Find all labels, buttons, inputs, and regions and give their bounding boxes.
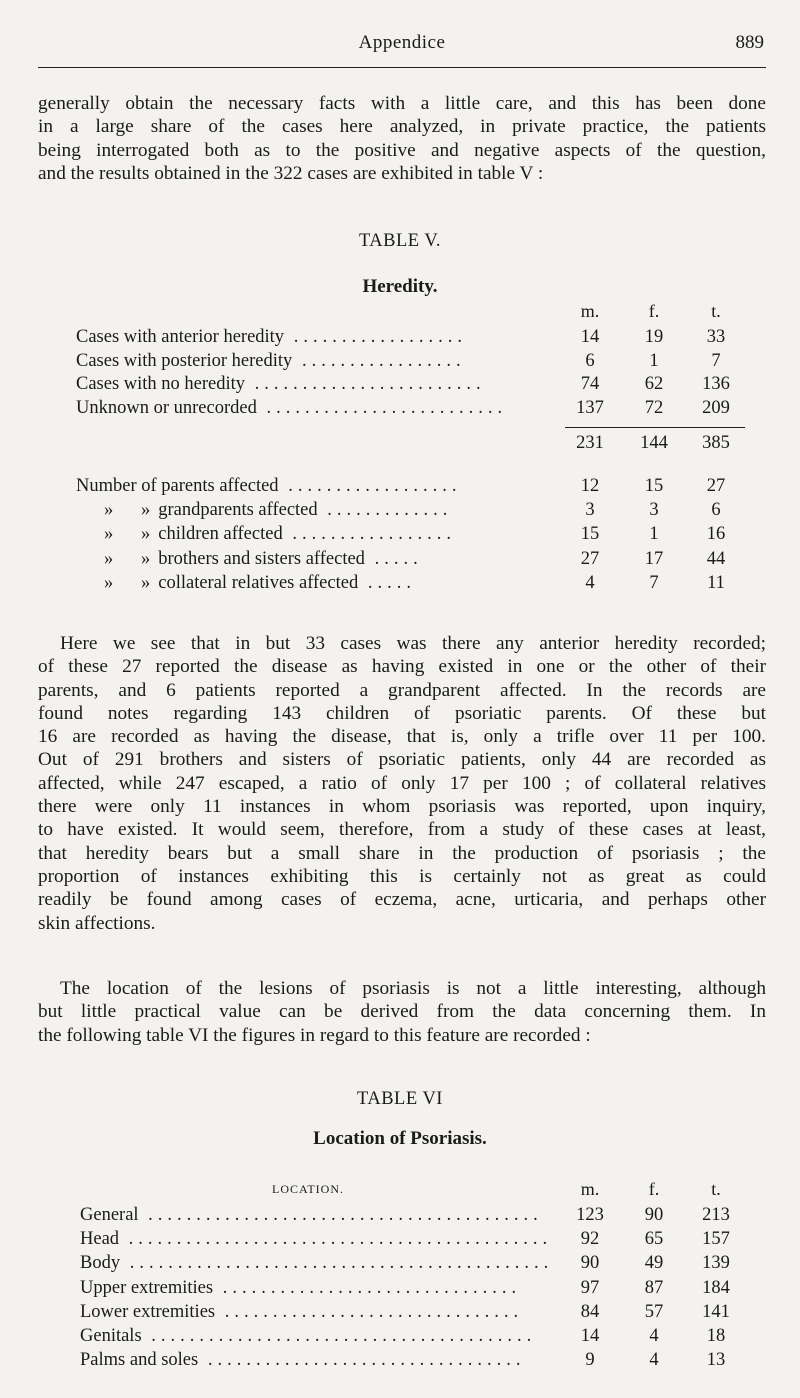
value-f: 7 — [649, 572, 659, 593]
text-line: generally obtain the necessary facts with a little care, and this has been done — [38, 93, 766, 114]
value-t: 11 — [707, 572, 725, 593]
body-paragraph-heredity — [38, 632, 766, 935]
table5-caption: TABLE V. — [358, 231, 441, 251]
leader-dots: ......................... — [256, 398, 508, 419]
row-label — [80, 1326, 560, 1347]
value-f: 90 — [644, 1205, 664, 1225]
value-t: 136 — [702, 374, 730, 395]
row-label — [80, 1278, 560, 1299]
value-t: 44 — [706, 548, 726, 569]
ditto-marks: » » — [104, 500, 151, 521]
value-m: 97 — [580, 1277, 600, 1298]
value-m: 27 — [580, 548, 600, 569]
leader-dots: ......................................... — [138, 1205, 543, 1225]
label-text: Cases with anterior heredity — [76, 327, 285, 347]
value-f: 72 — [644, 398, 664, 419]
value-f: 15 — [644, 476, 664, 496]
text-line: there were only 11 instances in whom psoriasis was reported, upon inquiry, — [38, 796, 766, 818]
value-f: 87 — [644, 1277, 664, 1298]
text-line: readily be found among cases of eczema, acne, urticaria, and perhaps other — [38, 889, 766, 911]
leader-dots: .................. — [278, 476, 462, 496]
leader-dots: ................. — [292, 350, 466, 371]
value-f: 1 — [649, 350, 659, 371]
value-f: 62 — [644, 374, 664, 395]
label-text: Cases with posterior heredity — [76, 350, 293, 371]
text-line: being interrogated both as to the positive and negative aspects of the question, — [38, 139, 766, 161]
value-m: 3 — [585, 500, 595, 521]
table5-subtitle: Heredity. — [362, 276, 438, 297]
label-text: Head — [80, 1229, 120, 1250]
text-line: of these 27 reported the disease as having existed in one or the other of their — [38, 656, 766, 678]
value-m: 74 — [580, 374, 600, 395]
table-row — [0, 1350, 800, 1373]
row-label — [104, 500, 560, 521]
value-f: 19 — [644, 327, 664, 347]
body-paragraph-location — [38, 977, 766, 1047]
text-line: the following table VI the figures in regard to this feature are recorded : — [38, 1024, 591, 1046]
table6-location-header: LOCATION. — [272, 1182, 344, 1196]
value-m: 14 — [580, 327, 600, 347]
text-line: and the results obtained in the 322 cases are exhibited in table V : — [38, 162, 544, 184]
value-m: 137 — [576, 398, 604, 419]
running-title: Appendice — [358, 32, 446, 53]
ditto-marks: » » — [104, 572, 151, 593]
value-t: 27 — [706, 476, 726, 496]
table-row — [0, 1326, 800, 1349]
value-t: 7 — [711, 350, 721, 371]
leader-dots: ............. — [317, 500, 453, 521]
leader-dots: ..... — [358, 572, 416, 593]
value-f: 65 — [644, 1229, 664, 1250]
text-line: Here we see that in but 33 cases was there any anterior heredity recorded; — [60, 633, 766, 654]
label-text: Cases with no heredity — [76, 374, 246, 395]
table6-caption: TABLE VI — [357, 1089, 443, 1109]
row-label — [80, 1350, 560, 1371]
value-m: 92 — [580, 1229, 600, 1250]
column-header-f: f. — [648, 1179, 660, 1199]
column-header-t: t. — [711, 1179, 721, 1199]
table-row — [0, 476, 800, 499]
text-line: skin affections. — [38, 912, 156, 934]
value-f: 3 — [649, 500, 659, 521]
text-line: parents, and 6 patients reported a grandparent affected. In the records are — [38, 679, 766, 701]
row-label — [104, 549, 560, 570]
value-m: 6 — [585, 350, 595, 371]
value-t: 33 — [706, 327, 726, 347]
leader-dots: ............................................ — [119, 1229, 553, 1250]
leader-dots: ........................ — [245, 374, 486, 395]
table-row — [0, 524, 800, 547]
label-text: brothers and sisters affected — [158, 548, 365, 569]
ditto-marks: » » — [104, 548, 151, 569]
text-line: found notes regarding 143 children of psoriatic parents. Of these but — [38, 702, 766, 724]
value-f: 4 — [649, 1326, 659, 1346]
total-t: 385 — [702, 433, 730, 453]
label-text: Lower extremities — [80, 1301, 216, 1322]
row-label — [76, 374, 560, 395]
value-t: 141 — [702, 1301, 730, 1322]
totals-rule — [565, 427, 745, 428]
value-m: 9 — [585, 1350, 595, 1371]
value-t: 13 — [706, 1350, 726, 1371]
row-label — [80, 1205, 560, 1226]
column-header-t: t. — [711, 301, 721, 321]
leader-dots: .................. — [284, 327, 467, 347]
text-line: proportion of instances exhibiting this is certainly not as great as could — [38, 865, 766, 887]
leader-dots: ................................. — [198, 1350, 526, 1371]
value-m: 14 — [580, 1326, 600, 1346]
intro-paragraph — [38, 92, 766, 185]
text-line: but little practical value can be derived from the data concerning them. In — [38, 1001, 766, 1023]
text-line: to have existed. It would seem, therefore, from a study of these cases at least, — [38, 819, 766, 841]
table-row — [0, 573, 800, 596]
label-text: Unknown or unrecorded — [76, 398, 257, 419]
table-row — [0, 1253, 800, 1276]
row-label — [80, 1253, 560, 1274]
leader-dots: ........................................ — [141, 1326, 537, 1346]
text-line: The location of the lesions of psoriasis is not a little interesting, although — [60, 978, 766, 999]
total-f: 144 — [640, 433, 668, 453]
row-label — [76, 398, 560, 419]
total-m: 231 — [576, 433, 604, 453]
value-f: 1 — [649, 524, 659, 545]
table-row — [0, 549, 800, 572]
label-text: children affected — [158, 524, 283, 545]
table-row — [0, 374, 800, 397]
text-line: that heredity bears but a small share in the production of psoriasis ; the — [38, 842, 766, 864]
ditto-marks: » » — [104, 524, 151, 545]
value-f: 17 — [644, 548, 664, 569]
row-label — [104, 573, 560, 594]
value-m: 12 — [580, 476, 600, 496]
value-f: 49 — [644, 1253, 664, 1274]
column-header-m: m. — [580, 301, 600, 321]
table-row — [0, 1205, 800, 1228]
value-f: 57 — [644, 1301, 664, 1322]
value-m: 84 — [580, 1301, 600, 1322]
running-header — [38, 32, 766, 58]
text-line: in a large share of the cases here analyzed, in private practice, the patients — [38, 116, 766, 138]
label-text: Upper extremities — [80, 1277, 214, 1298]
value-t: 16 — [706, 524, 726, 545]
page-number: 889 — [735, 32, 764, 53]
totals-row — [0, 433, 800, 456]
value-t: 6 — [711, 500, 721, 521]
table-row — [0, 351, 800, 374]
leader-dots: ............................... — [213, 1277, 522, 1298]
label-text: Genitals — [80, 1326, 142, 1346]
table-row — [0, 1302, 800, 1325]
value-m: 90 — [580, 1253, 600, 1274]
table-row — [0, 500, 800, 523]
leader-dots: ..... — [364, 548, 423, 569]
table-row — [0, 398, 800, 421]
value-t: 184 — [702, 1277, 730, 1298]
column-header-m: m. — [580, 1179, 600, 1199]
table6-subtitle: Location of Psoriasis. — [313, 1128, 487, 1149]
label-text: General — [80, 1205, 139, 1225]
header-rule — [38, 67, 766, 68]
row-label — [76, 351, 560, 372]
value-t: 213 — [702, 1205, 730, 1225]
label-text: Number of parents affected — [76, 476, 279, 496]
label-text: grandparents affected — [158, 500, 318, 521]
label-text: Palms and soles — [80, 1350, 199, 1371]
row-label — [104, 524, 560, 545]
table-row — [0, 1229, 800, 1252]
value-m: 15 — [580, 524, 600, 545]
text-line: 16 are recorded as having the disease, that is, only a trifle over 11 per 100. — [38, 726, 766, 748]
row-label — [76, 327, 560, 348]
value-t: 209 — [702, 398, 730, 419]
table-row — [0, 327, 800, 350]
row-label — [80, 1302, 560, 1323]
label-text: collateral relatives affected — [158, 572, 359, 593]
leader-dots: ................. — [282, 524, 456, 545]
label-text: Body — [80, 1253, 121, 1274]
leader-dots: ............................... — [215, 1301, 524, 1322]
value-f: 4 — [649, 1350, 659, 1371]
leader-dots: ............................................ — [120, 1253, 554, 1274]
value-t: 157 — [702, 1229, 730, 1250]
table-row — [0, 1278, 800, 1301]
text-line: affected, while 247 escaped, a ratio of only 17 per 100 ; of collateral relatives — [38, 772, 766, 794]
column-header-f: f. — [648, 301, 660, 321]
value-m: 4 — [585, 572, 595, 593]
text-line: Out of 291 brothers and sisters of psoriatic patients, only 44 are recorded as — [38, 749, 766, 771]
row-label — [76, 476, 560, 497]
value-t: 139 — [702, 1253, 730, 1274]
value-m: 123 — [576, 1205, 604, 1225]
row-label — [80, 1229, 560, 1250]
value-t: 18 — [706, 1326, 726, 1346]
